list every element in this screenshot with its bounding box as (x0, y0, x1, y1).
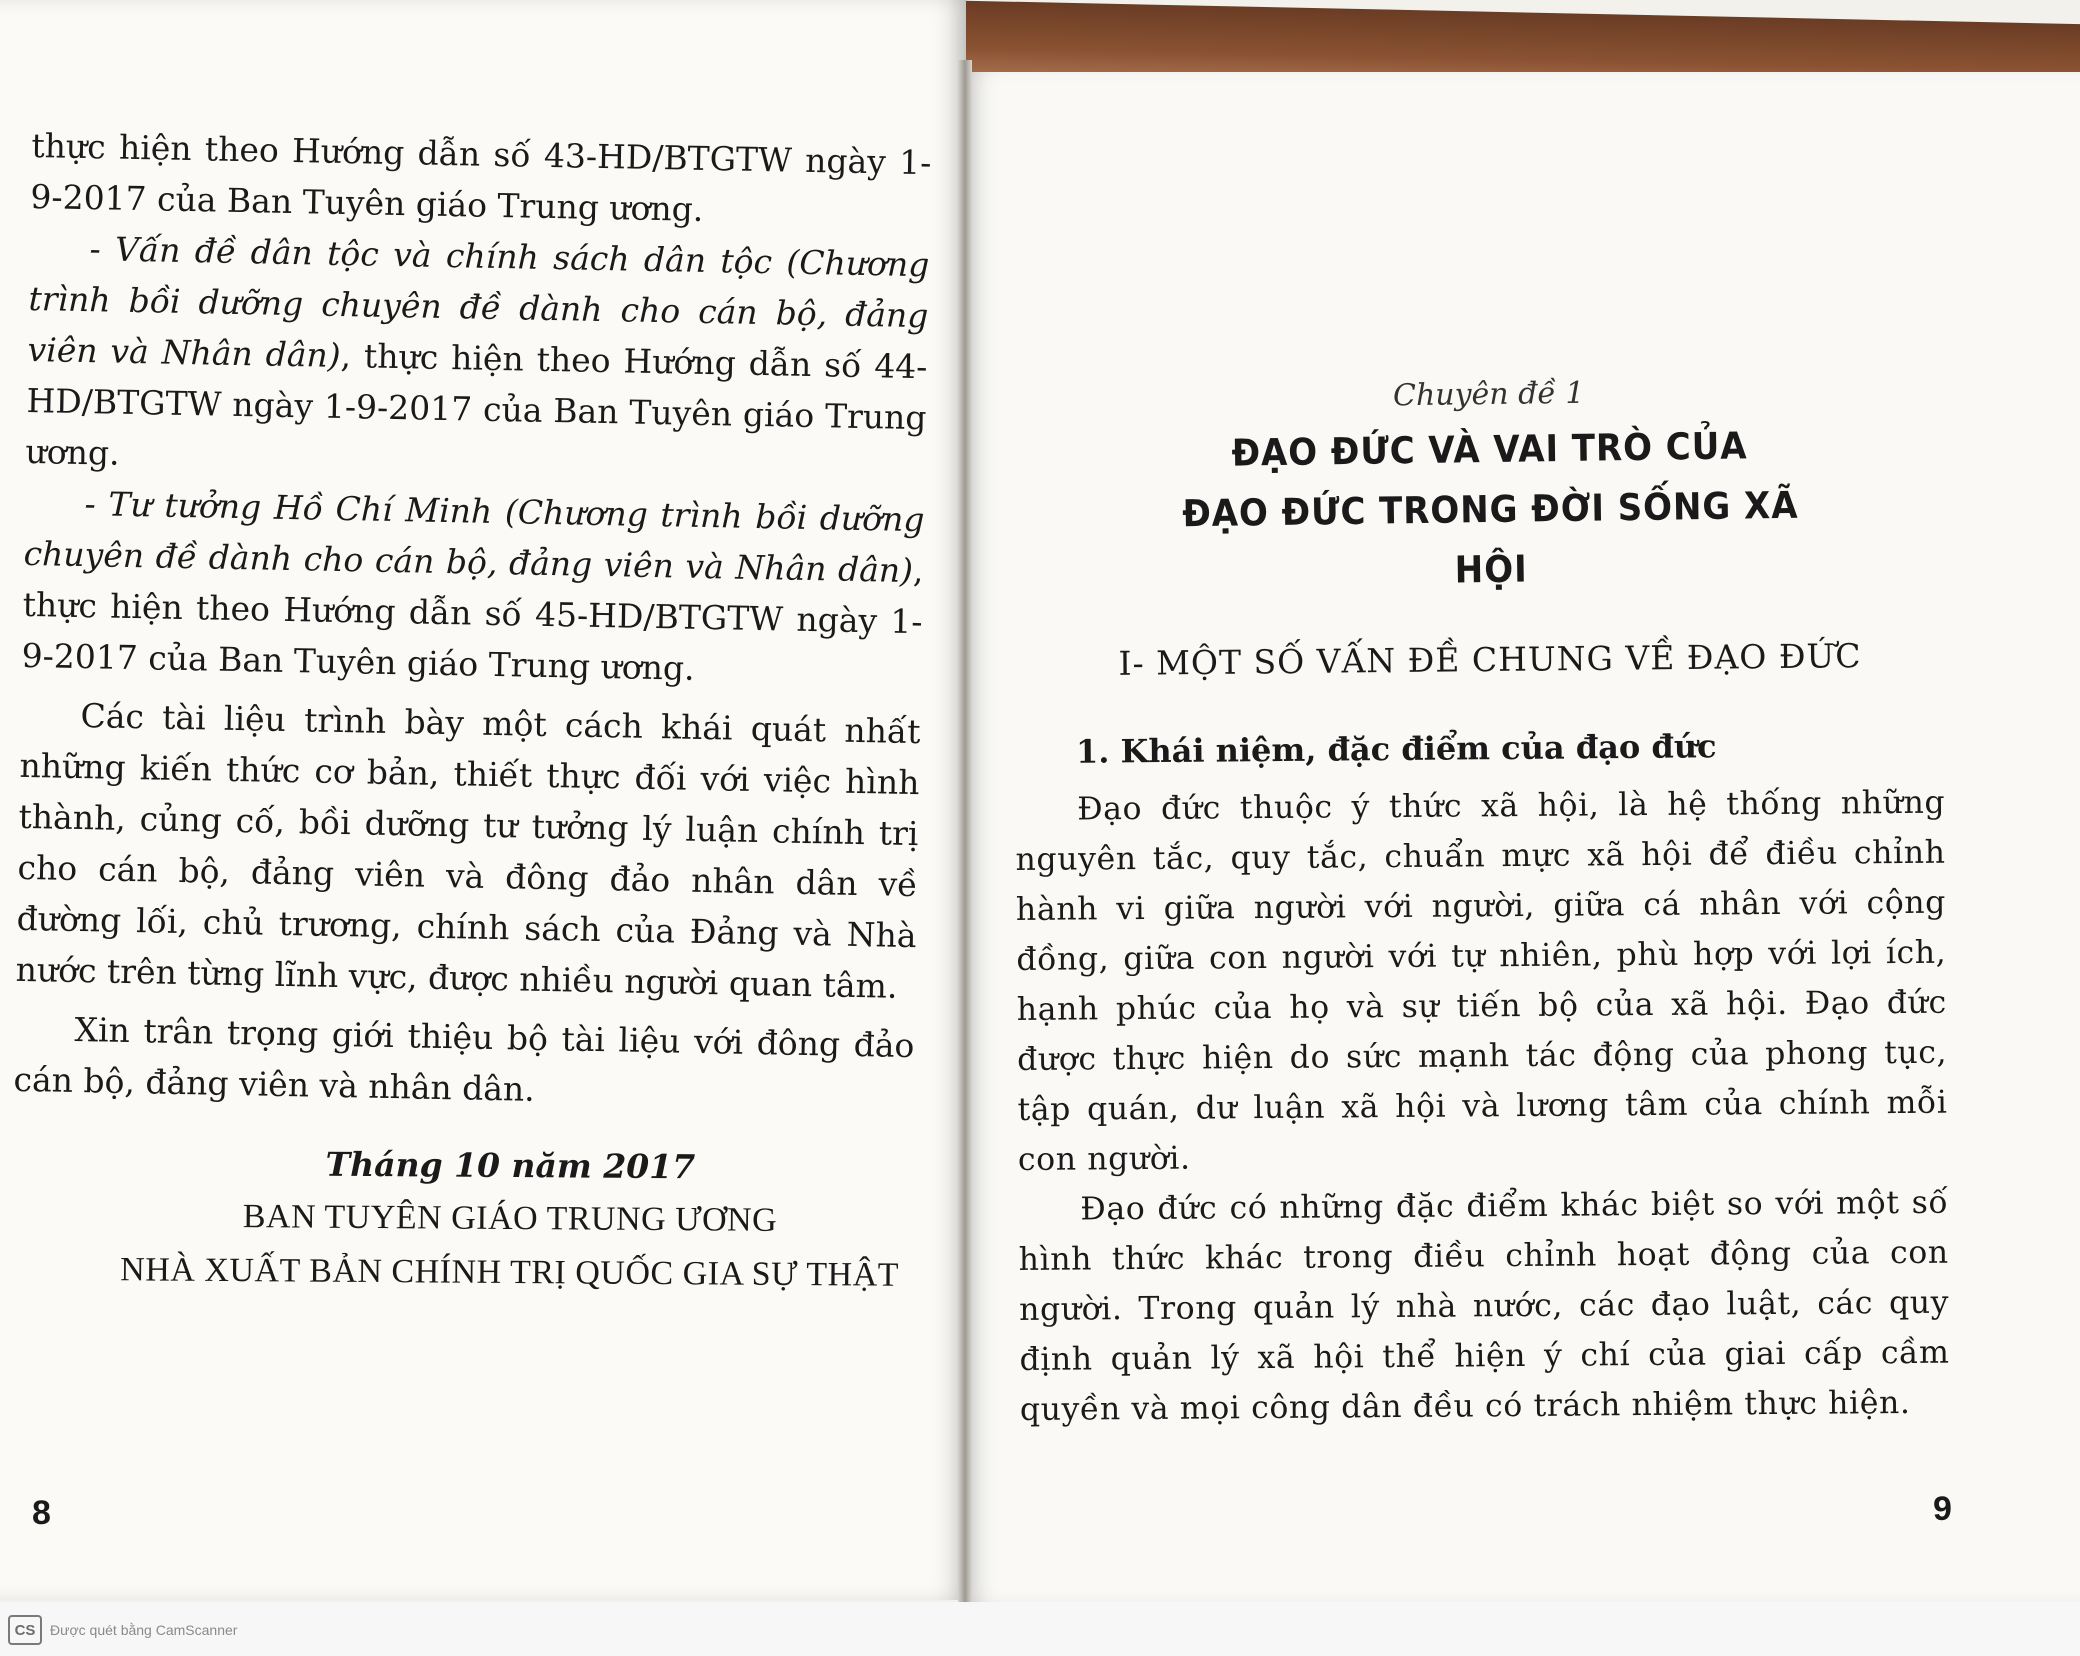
paragraph-italic-text: - Tư tưởng Hồ Chí Minh (Chương trình bồi dưỡng chuyên đề dành cho cán bộ, đảng viên và Nhân dân) (23, 484, 925, 590)
paragraph (30, 120, 932, 239)
section-heading: I- MỘT SỐ VẤN ĐỀ CHUNG VỀ ĐẠO ĐỨC (1118, 636, 1862, 683)
chapter-title-line-1: ĐẠO ĐỨC VÀ VAI TRÒ CỦA (1231, 424, 1748, 475)
paragraph-italic-text: - Vấn đề dân tộc và chính sách dân tộc (Chương trình bồi dưỡng chuyên đề dành cho cán bộ, đảng viên và Nhân dân) (27, 229, 930, 375)
signature-date: Tháng 10 năm 2017 (325, 1144, 696, 1187)
paragraph-text: , thực hiện theo Hướng dẫn số 45-HD/BTGTW ngày 1-9-2017 của Ban Tuyên giáo Trung ương. (21, 550, 924, 688)
paragraph-text: , thực hiện theo Hướng dẫn số 44-HD/BTGTW ngày 1-9-2017 của Ban Tuyên giáo Trung ương. (25, 335, 928, 473)
left-page-body (13, 120, 932, 1122)
camscanner-caption: Được quét bằng CamScanner (50, 1622, 238, 1638)
page-number-left: 8 (32, 1494, 51, 1532)
page-number-right: 9 (1933, 1490, 1952, 1528)
signature-block (89, 1137, 930, 1303)
signature-org-1: BAN TUYÊN GIÁO TRUNG ƯƠNG (242, 1198, 778, 1239)
paragraph-text: Các tài liệu trình bày một cách khái quát nhất những kiến thức cơ bản, thiết thực đối với việc hình thành, củng cố, bồi dưỡng tư tưởng lý luận chính trị cho cán bộ, đảng viên và đông đảo nhân dân về đường lối, chủ trương, chính sách của Đảng và Nhà nước trên từng lĩnh vực, được nhiều người quan tâm. (15, 696, 921, 1006)
scan-bottom-strip (0, 1602, 2080, 1656)
signature-org-2: NHÀ XUẤT BẢN CHÍNH TRỊ QUỐC GIA SỰ THẬT (120, 1251, 900, 1294)
camscanner-logo-icon: CS (8, 1615, 42, 1645)
paragraph-text: Xin trân trọng giới thiệu bộ tài liệu với đông đảo cán bộ, đảng viên và nhân dân. (13, 1009, 915, 1109)
paragraph: Đạo đức có những đặc điểm khác biệt so với một số hình thức khác trong điều chỉnh hoạt động của con người. Trong quản lý nhà nước, các đạo luật, các quy định quản lý xã hội thể hiện ý chí của giai cấp cầm quyền và mọi công dân đều có trách nhiệm thực hiện. (1018, 1184, 1950, 1428)
chapter-header (1148, 365, 1831, 604)
subsection-heading: 1. Khái niệm, đặc điểm của đạo đức (1075, 727, 1717, 771)
chapter-title-line-2: ĐẠO ĐỨC TRONG ĐỜI SỐNG XÃ HỘI (1181, 483, 1799, 592)
paragraph (15, 689, 921, 1012)
paragraph (13, 1003, 915, 1122)
paragraph-text: thực hiện theo Hướng dẫn số 43-HD/BTGTW ngày 1-9-2017 của Ban Tuyên giáo Trung ương. (30, 125, 932, 229)
camscanner-watermark (8, 1615, 237, 1645)
paragraph (25, 222, 930, 494)
paragraph: Đạo đức thuộc ý thức xã hội, là hệ thống những nguyên tắc, quy tắc, chuẩn mực xã hội để điều chỉnh hành vi giữa người với người, giữa cá nhân với cộng đồng, giữa con người với tự nhiên, phù hợp với lợi ích, hạnh phúc của họ và sự tiến bộ của xã hội. Đạo đức được thực hiện do sức mạnh tác động của phong tục, tập quán, dư luận xã hội và lương tâm của chính mỗi con người. (1015, 784, 1948, 1178)
chapter-label: Chuyên đề 1 (1392, 375, 1585, 414)
book-gutter (958, 60, 972, 1605)
right-page-body (1015, 778, 1950, 1435)
paragraph (21, 477, 925, 698)
